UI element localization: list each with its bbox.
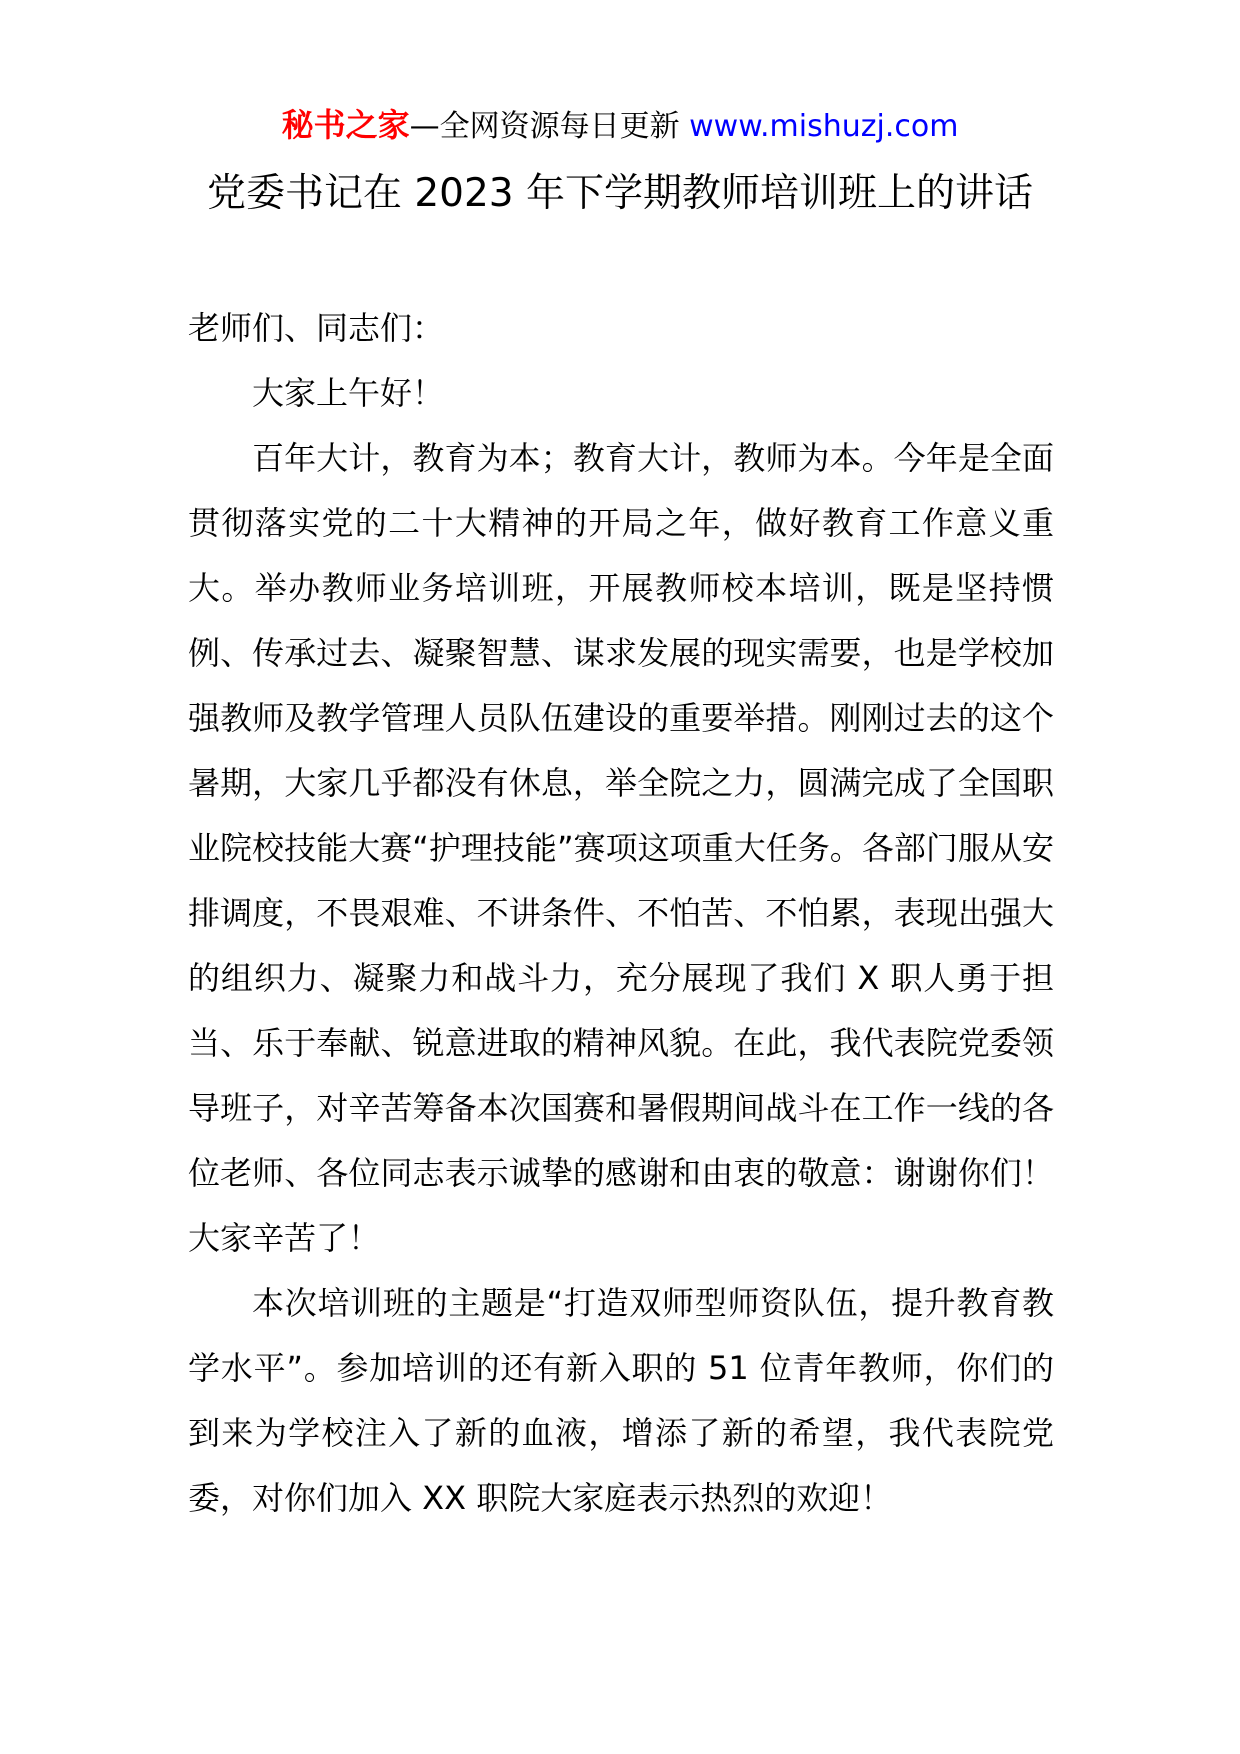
site-header — [0, 100, 1240, 152]
header-tagline: —全网资源每日更新 — [409, 109, 690, 144]
paragraph-greeting: 大家上午好！ — [252, 374, 445, 412]
salutation: 老师们、同志们： — [188, 309, 445, 347]
document-body — [188, 296, 1054, 1531]
paragraph-theme: 本次培训班的主题是“打造双师型师资队伍，提升教育教学水平”。参加培训的还有新入职的 51 位青年教师，你们的到来为学校注入了新的血液，增添了新的希望，我代表院党委，对你们加入 XX 职院大家庭表示热烈的欢迎！ — [188, 1284, 1054, 1517]
document-title: 党委书记在 2023 年下学期教师培训班上的讲话 — [206, 171, 1034, 216]
site-url-link[interactable]: www.mishuzj.com — [689, 109, 959, 144]
brand-name: 秘书之家 — [281, 106, 410, 144]
paragraph-opening: 百年大计，教育为本；教育大计，教师为本。今年是全面贯彻落实党的二十大精神的开局之年，做好教育工作意义重大。举办教师业务培训班，开展教师校本培训，既是坚持惯例、传承过去、凝聚智慧、谋求发展的现实需要，也是学校加强教师及教学管理人员队伍建设的重要举措。刚刚过去的这个暑期，大家几乎都没有休息，举全院之力，圆满完成了全国职业院校技能大赛“护理技能”赛项这项重大任务。各部门服从安排调度，不畏艰难、不讲条件、不怕苦、不怕累，表现出强大的组织力、凝聚力和战斗力，充分展现了我们 X 职人勇于担当、乐于奉献、锐意进取的精神风貌。在此，我代表院党委领导班子，对辛苦筹备本次国赛和暑假期间战斗在工作一线的各位老师、各位同志表示诚挚的感谢和由衷的敬意：谢谢你们！大家辛苦了！ — [188, 439, 1054, 1257]
